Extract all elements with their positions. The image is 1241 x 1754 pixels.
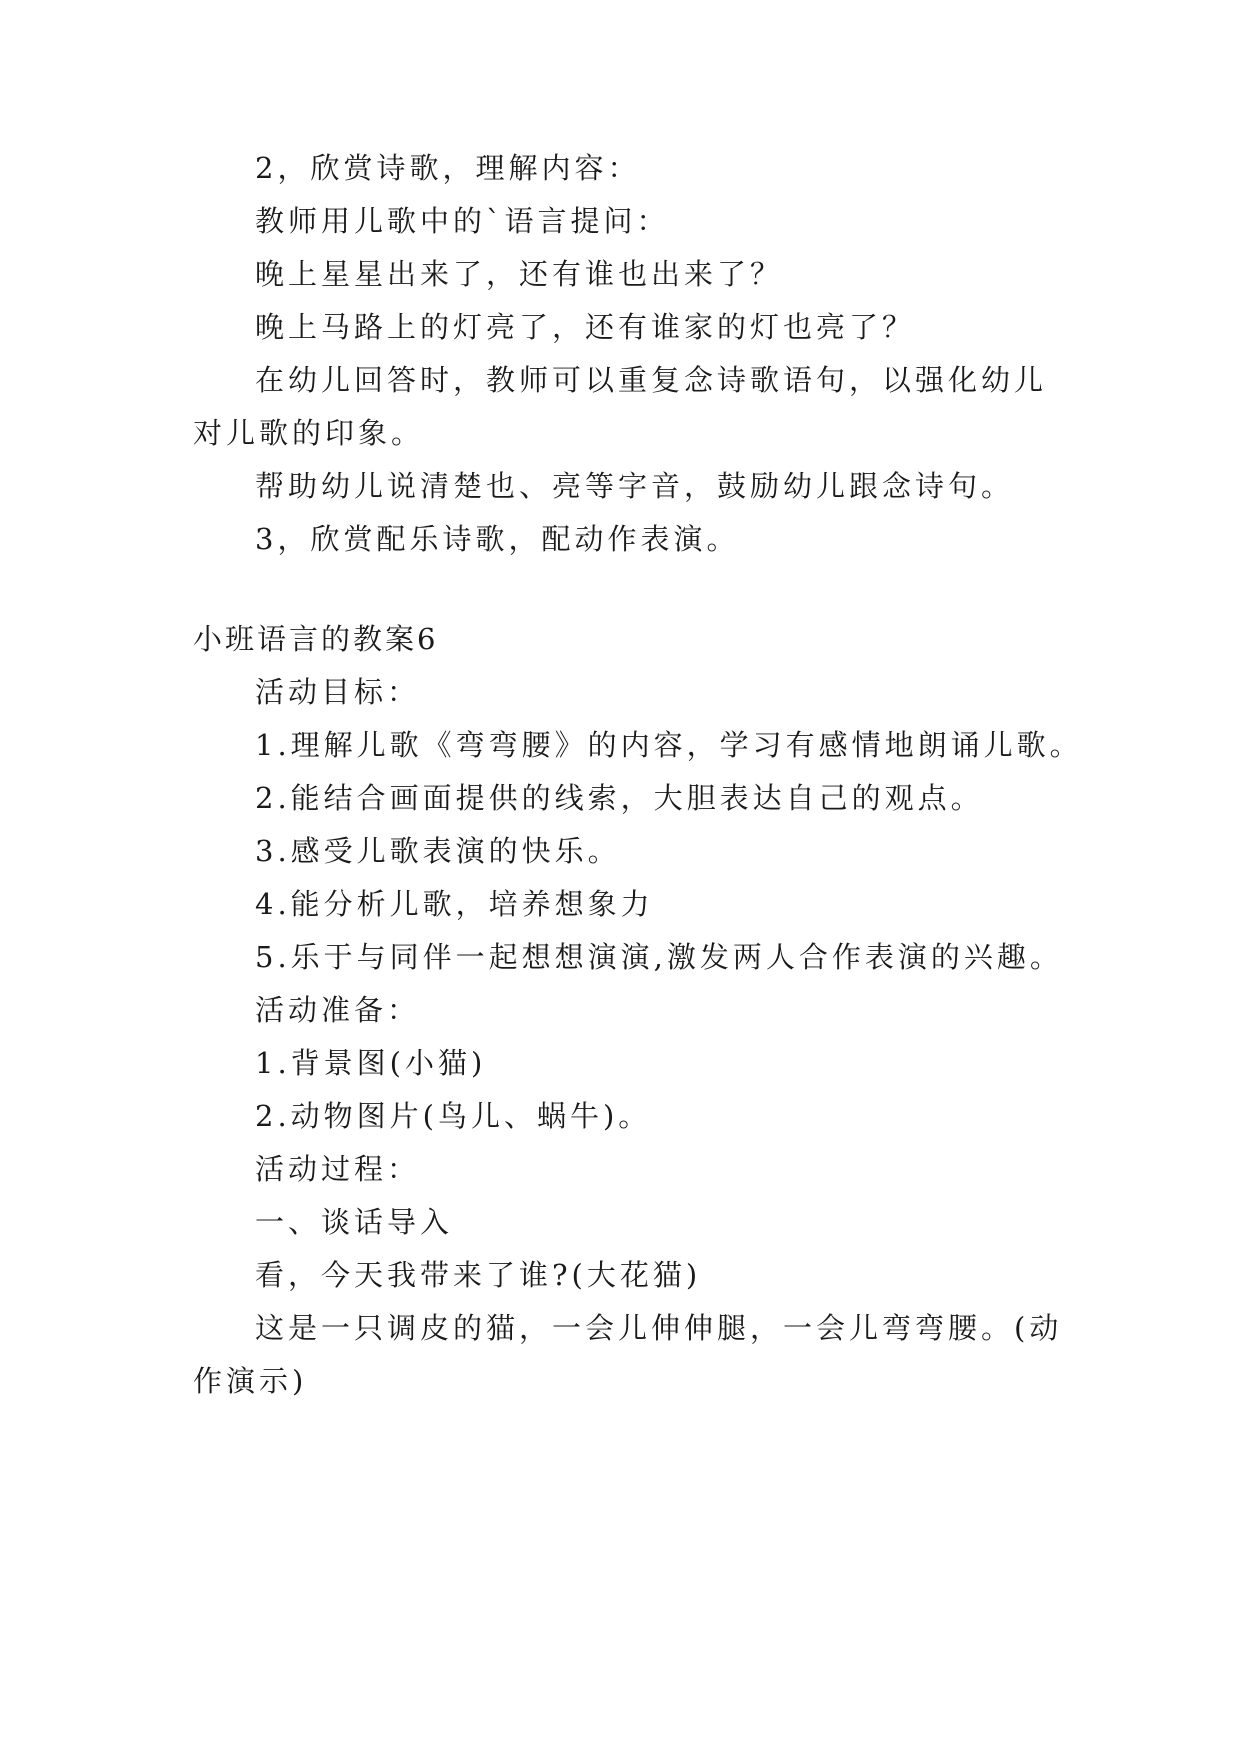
section-title: 小班语言的教案6: [193, 622, 439, 656]
paragraph-continuation: 对儿歌的印象。: [193, 416, 425, 450]
paragraph: 活动准备：: [255, 993, 421, 1027]
paragraph: 这是一只调皮的猫，一会儿伸伸腿，一会儿弯弯腰。(动: [255, 1311, 1063, 1345]
paragraph: 帮助幼儿说清楚也、亮等字音，鼓励幼儿跟念诗句。: [255, 469, 1015, 503]
paragraph: 1.背景图(小猫): [255, 1046, 487, 1080]
paragraph: 5.乐于与同伴一起想想演演,激发两人合作表演的兴趣。: [255, 940, 1063, 974]
paragraph-continuation: 作演示): [193, 1364, 308, 1398]
paragraph: 2.能结合画面提供的线索，大胆表达自己的观点。: [255, 781, 984, 815]
paragraph: 1.理解儿歌《弯弯腰》的内容，学习有感情地朗诵儿歌。: [255, 728, 1083, 762]
paragraph: 教师用儿歌中的`语言提问：: [255, 204, 670, 238]
paragraph: 4.能分析儿歌，培养想象力: [255, 887, 654, 921]
paragraph: 活动目标：: [255, 675, 421, 709]
paragraph: 在幼儿回答时，教师可以重复念诗歌语句，以强化幼儿: [255, 363, 1048, 397]
paragraph: 2，欣赏诗歌，理解内容：: [255, 151, 641, 185]
paragraph: 晚上星星出来了，还有谁也出来了？: [255, 257, 784, 291]
paragraph: 活动过程：: [255, 1152, 421, 1186]
paragraph: 2.动物图片(鸟儿、蜗牛)。: [255, 1099, 652, 1133]
paragraph: 晚上马路上的灯亮了，还有谁家的灯也亮了？: [255, 310, 916, 344]
paragraph: 3，欣赏配乐诗歌，配动作表演。: [255, 522, 740, 556]
paragraph: 3.感受儿歌表演的快乐。: [255, 834, 621, 868]
paragraph: 看，今天我带来了谁?(大花猫): [255, 1258, 702, 1292]
paragraph: 一、谈话导入: [255, 1205, 454, 1239]
